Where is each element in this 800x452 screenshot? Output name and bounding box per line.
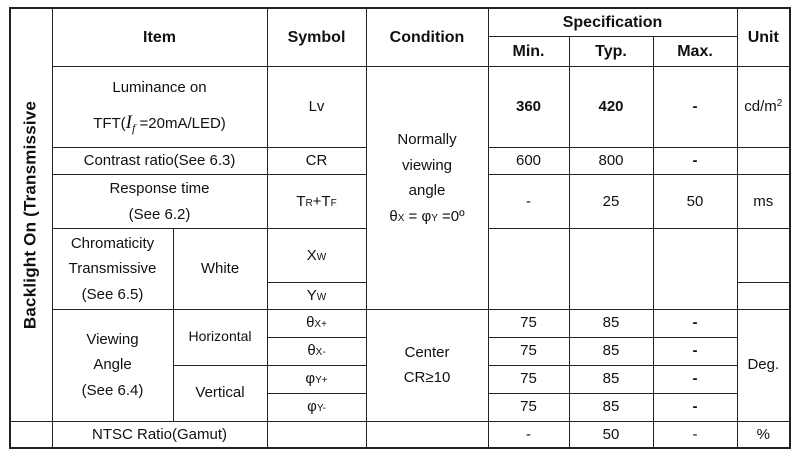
luminance-min: 360: [488, 67, 569, 148]
viewing-typ-3: 85: [569, 393, 653, 421]
viewing-sym-2: [267, 365, 366, 393]
viewing-sym-3: [267, 393, 366, 421]
viewing-sym-2-sub: Y+: [315, 375, 328, 387]
condition-theta: θ: [389, 207, 398, 225]
viewing-min-0: 75: [488, 309, 569, 337]
chromaticity-item: [52, 229, 173, 310]
luminance-unit-sup: 2: [776, 98, 783, 110]
response-sym-f: F: [330, 197, 337, 209]
header-unit: Unit: [737, 8, 790, 67]
chromaticity-min: [488, 229, 569, 310]
chromaticity-unit-x: [737, 229, 790, 283]
viewing-sym-3-main: φ: [307, 398, 317, 416]
luminance-suffix: =20mA/LED): [135, 114, 226, 132]
viewing-max-0: -: [653, 309, 737, 337]
luminance-var: I: [125, 111, 132, 133]
viewing-sym-0-main: θ: [306, 314, 315, 332]
side-label: Backlight On (Transmissive: [20, 100, 40, 329]
chroma-x-sub: W: [316, 251, 327, 263]
response-sym-plus: +T: [312, 192, 331, 210]
viewing-line2: Angle: [93, 356, 132, 374]
chroma-y: Y: [306, 287, 317, 305]
ntsc-side-cell: [10, 421, 52, 448]
contrast-max: -: [653, 148, 737, 175]
row-ntsc: [10, 421, 790, 448]
response-min: -: [488, 175, 569, 229]
contrast-unit: [737, 148, 790, 175]
side-label-cell: [10, 8, 52, 421]
contrast-typ: 800: [569, 148, 653, 175]
condition-theta-sub: X: [397, 212, 405, 224]
viewing-unit: Deg.: [737, 309, 790, 421]
viewing-max-3: -: [653, 393, 737, 421]
contrast-symbol: CR: [267, 148, 366, 175]
header-row-1: [10, 8, 790, 37]
condition-center-line1: Center: [404, 343, 450, 361]
viewing-typ-0: 85: [569, 309, 653, 337]
response-sym-t: T: [296, 192, 306, 210]
header-typ: Typ.: [569, 37, 653, 67]
viewing-line3: (See 6.4): [81, 381, 144, 399]
luminance-item-line1: Luminance on: [112, 79, 207, 97]
row-luminance: [10, 67, 790, 148]
condition-line4: [367, 204, 488, 230]
viewing-sym-0: [267, 309, 366, 337]
header-symbol: Symbol: [267, 8, 366, 67]
chroma-x: X: [306, 246, 317, 264]
viewing-max-2: -: [653, 365, 737, 393]
viewing-min-1: 75: [488, 337, 569, 365]
contrast-min: 600: [488, 148, 569, 175]
chroma-y-sub: W: [316, 292, 327, 304]
header-specification: Specification: [488, 8, 737, 37]
luminance-unit: [737, 67, 790, 148]
header-condition: Condition: [366, 8, 488, 67]
header-item: Item: [52, 8, 267, 67]
chromaticity-line1: Chromaticity: [70, 234, 155, 252]
luminance-item: [52, 67, 267, 148]
viewing-sym-1-main: θ: [307, 342, 316, 360]
response-item: [52, 175, 267, 229]
condition-line1: Normally: [397, 131, 457, 149]
header-max: Max.: [653, 37, 737, 67]
viewing-item: [52, 309, 173, 421]
response-typ: 25: [569, 175, 653, 229]
luminance-typ: 420: [569, 67, 653, 148]
row-viewing-1: [10, 309, 790, 337]
viewing-horizontal: Horizontal: [173, 309, 267, 365]
viewing-sym-2-main: φ: [305, 370, 316, 388]
viewing-sym-1-sub: X-: [315, 347, 326, 359]
chromaticity-line2: Transmissive: [68, 260, 157, 278]
contrast-item: Contrast ratio(See 6.3): [52, 148, 267, 175]
chromaticity-sym-x: [267, 229, 366, 283]
ntsc-symbol: [267, 421, 366, 448]
viewing-line1: Viewing: [86, 330, 139, 348]
response-item-line2: (See 6.2): [128, 205, 191, 223]
chromaticity-sub: White: [173, 229, 267, 310]
viewing-typ-2: 85: [569, 365, 653, 393]
ntsc-item: NTSC Ratio(Gamut): [52, 421, 267, 448]
viewing-vertical: Vertical: [173, 365, 267, 421]
ntsc-condition: [366, 421, 488, 448]
condition-phi: = φ: [404, 207, 432, 225]
condition-zero: =0º: [437, 207, 465, 225]
viewing-min-2: 75: [488, 365, 569, 393]
chromaticity-max: [653, 229, 737, 310]
luminance-max: -: [653, 67, 737, 148]
ntsc-typ: 50: [569, 421, 653, 448]
viewing-sym-0-sub: X+: [314, 319, 327, 331]
chromaticity-line3: (See 6.5): [81, 285, 144, 303]
condition-normal-cell: [366, 67, 488, 310]
response-item-line1: Response time: [109, 180, 210, 198]
ntsc-unit: %: [737, 421, 790, 448]
chromaticity-sym-y: [267, 283, 366, 310]
header-min: Min.: [488, 37, 569, 67]
viewing-typ-1: 85: [569, 337, 653, 365]
ntsc-min: -: [488, 421, 569, 448]
response-unit: ms: [737, 175, 790, 229]
viewing-max-1: -: [653, 337, 737, 365]
ntsc-max: -: [653, 421, 737, 448]
chromaticity-typ: [569, 229, 653, 310]
condition-center-line2: CR≥10: [403, 369, 451, 387]
luminance-var-sub: f: [132, 120, 136, 135]
condition-center-cell: [366, 309, 488, 421]
luminance-item-line2: [53, 107, 267, 139]
chromaticity-unit-y: [737, 283, 790, 310]
viewing-sym-3-sub: Y-: [316, 403, 326, 415]
viewing-sym-1: [267, 337, 366, 365]
optical-spec-table: [9, 7, 791, 449]
viewing-min-3: 75: [488, 393, 569, 421]
luminance-unit-text: cd/m: [744, 98, 777, 116]
response-sym-r: R: [305, 197, 313, 209]
luminance-prefix: TFT(: [93, 114, 126, 132]
luminance-symbol: Lv: [267, 67, 366, 148]
response-max: 50: [653, 175, 737, 229]
condition-phi-sub: Y: [431, 212, 438, 224]
response-symbol: [267, 175, 366, 229]
condition-line2: viewing: [401, 156, 453, 174]
condition-line3: angle: [408, 182, 446, 200]
